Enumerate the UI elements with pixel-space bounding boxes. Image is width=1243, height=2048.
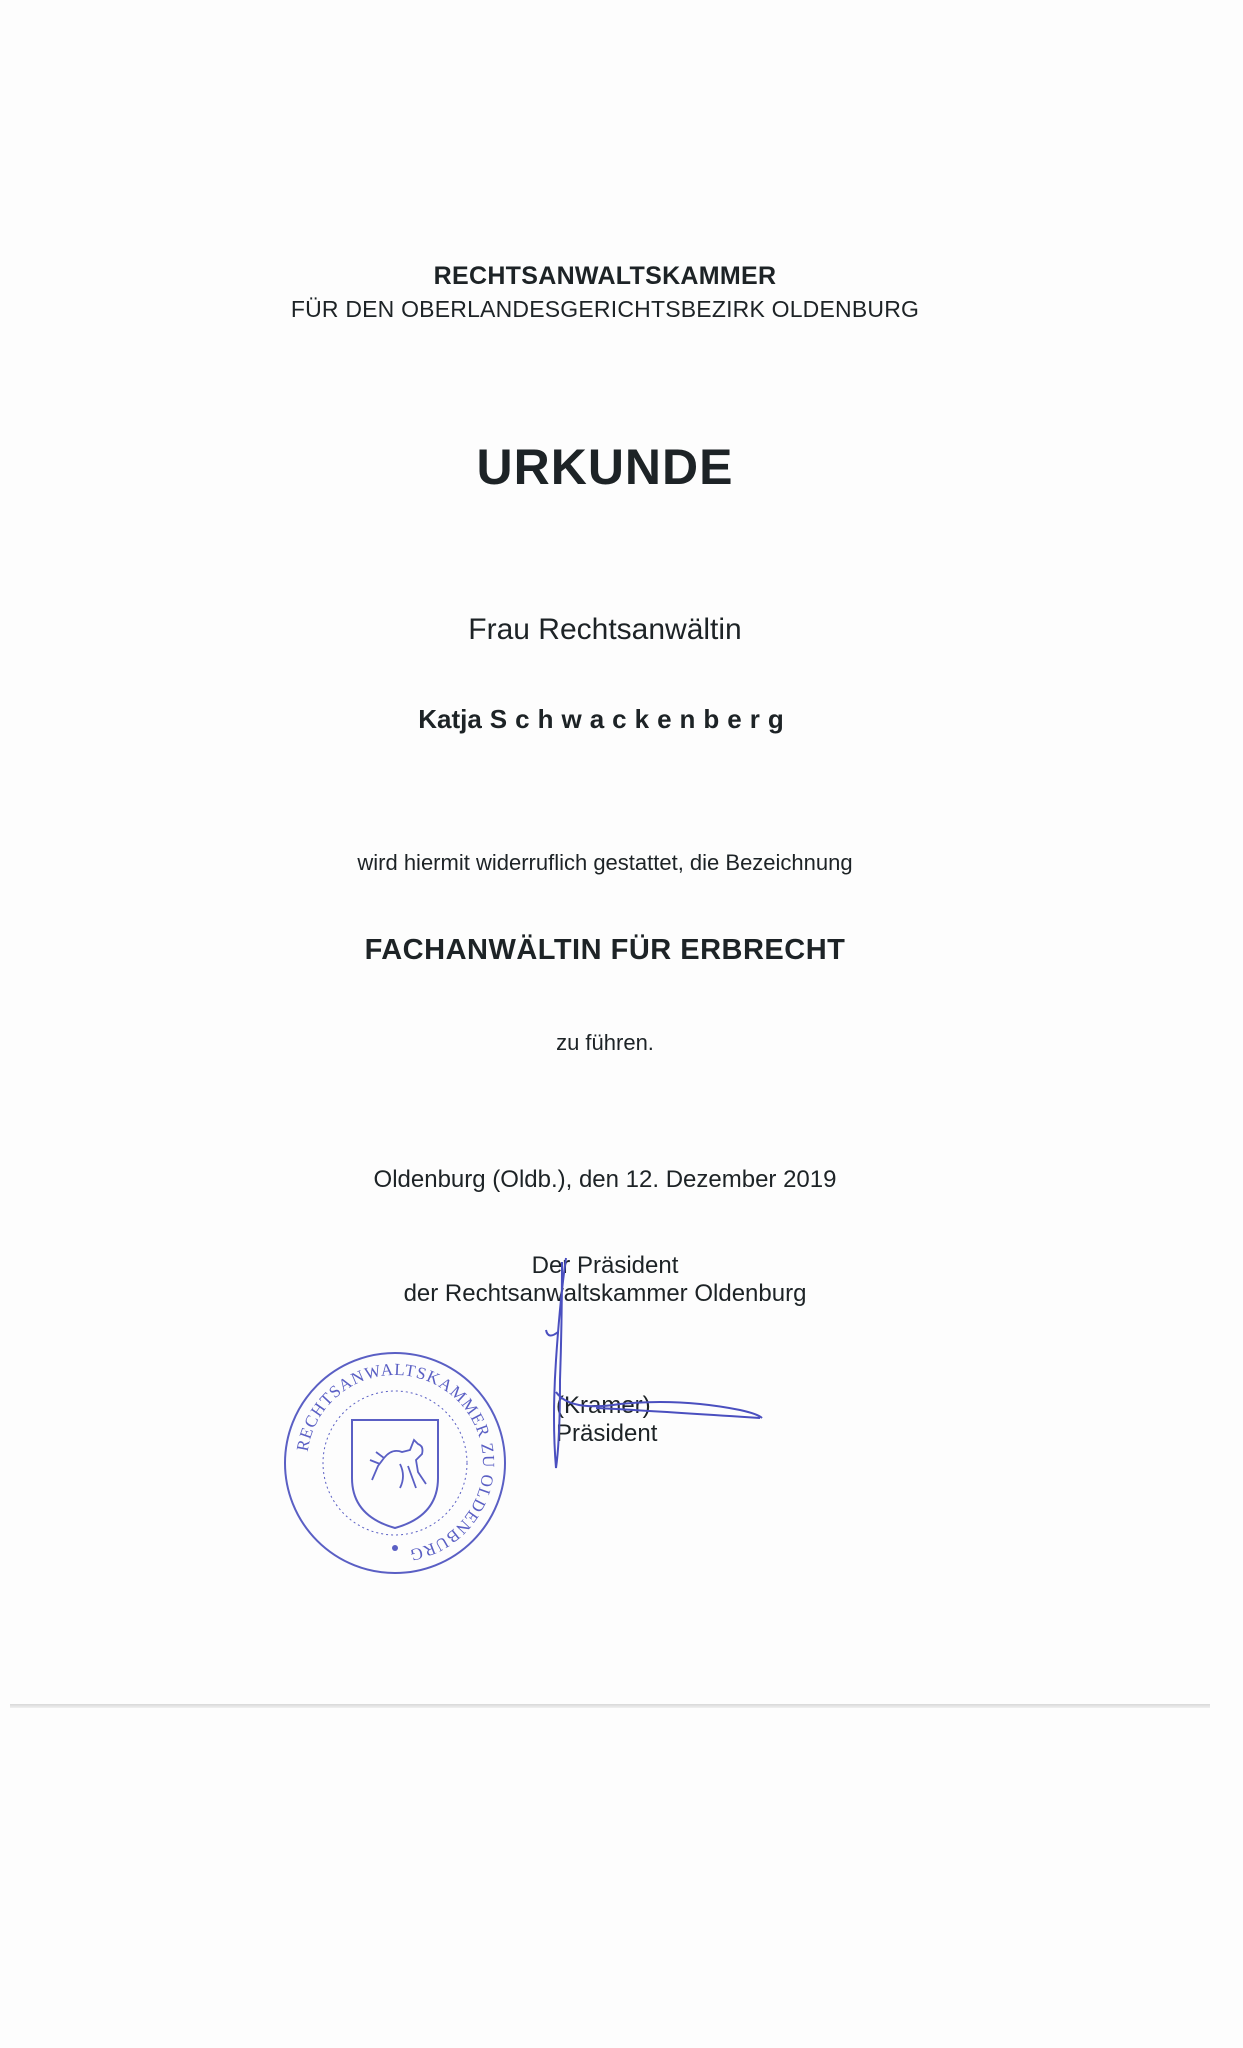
signer-role: Der Präsident <box>531 1252 679 1279</box>
org-district: FÜR DEN OBERLANDESGERICHTSBEZIRK OLDENBURG <box>290 296 920 322</box>
official-seal <box>280 1348 510 1578</box>
org-name: RECHTSANWALTSKAMMER <box>433 262 777 290</box>
recipient-first-name: Katja <box>418 704 482 734</box>
scan-edge <box>10 1704 1210 1708</box>
closing-text: zu führen. <box>556 1030 654 1055</box>
signer-title: Präsident <box>556 1420 658 1447</box>
seal-dot <box>392 1545 398 1551</box>
signer-name: (Kramer) <box>556 1392 651 1419</box>
seal-inner-ring <box>323 1391 467 1535</box>
place-date: Oldenburg (Oldb.), den 12. Dezember 2019 <box>373 1166 837 1193</box>
signer-organization: der Rechtsanwaltskammer Oldenburg <box>403 1280 807 1307</box>
recipient-name <box>0 704 1210 735</box>
horse-emblem-icon <box>352 1420 438 1528</box>
seal-outer-ring <box>285 1353 505 1573</box>
salutation: Frau Rechtsanwältin <box>468 613 742 646</box>
permission-text: wird hiermit widerruflich gestattet, die Bezeichnung <box>357 850 853 875</box>
recipient-last-name: Schwackenberg <box>489 704 792 734</box>
designation: FACHANWÄLTIN FÜR ERBRECHT <box>364 934 846 966</box>
seal-text: RECHTSANWALTSKAMMER ZU OLDENBURG <box>292 1359 499 1565</box>
document-title: URKUNDE <box>476 439 734 495</box>
